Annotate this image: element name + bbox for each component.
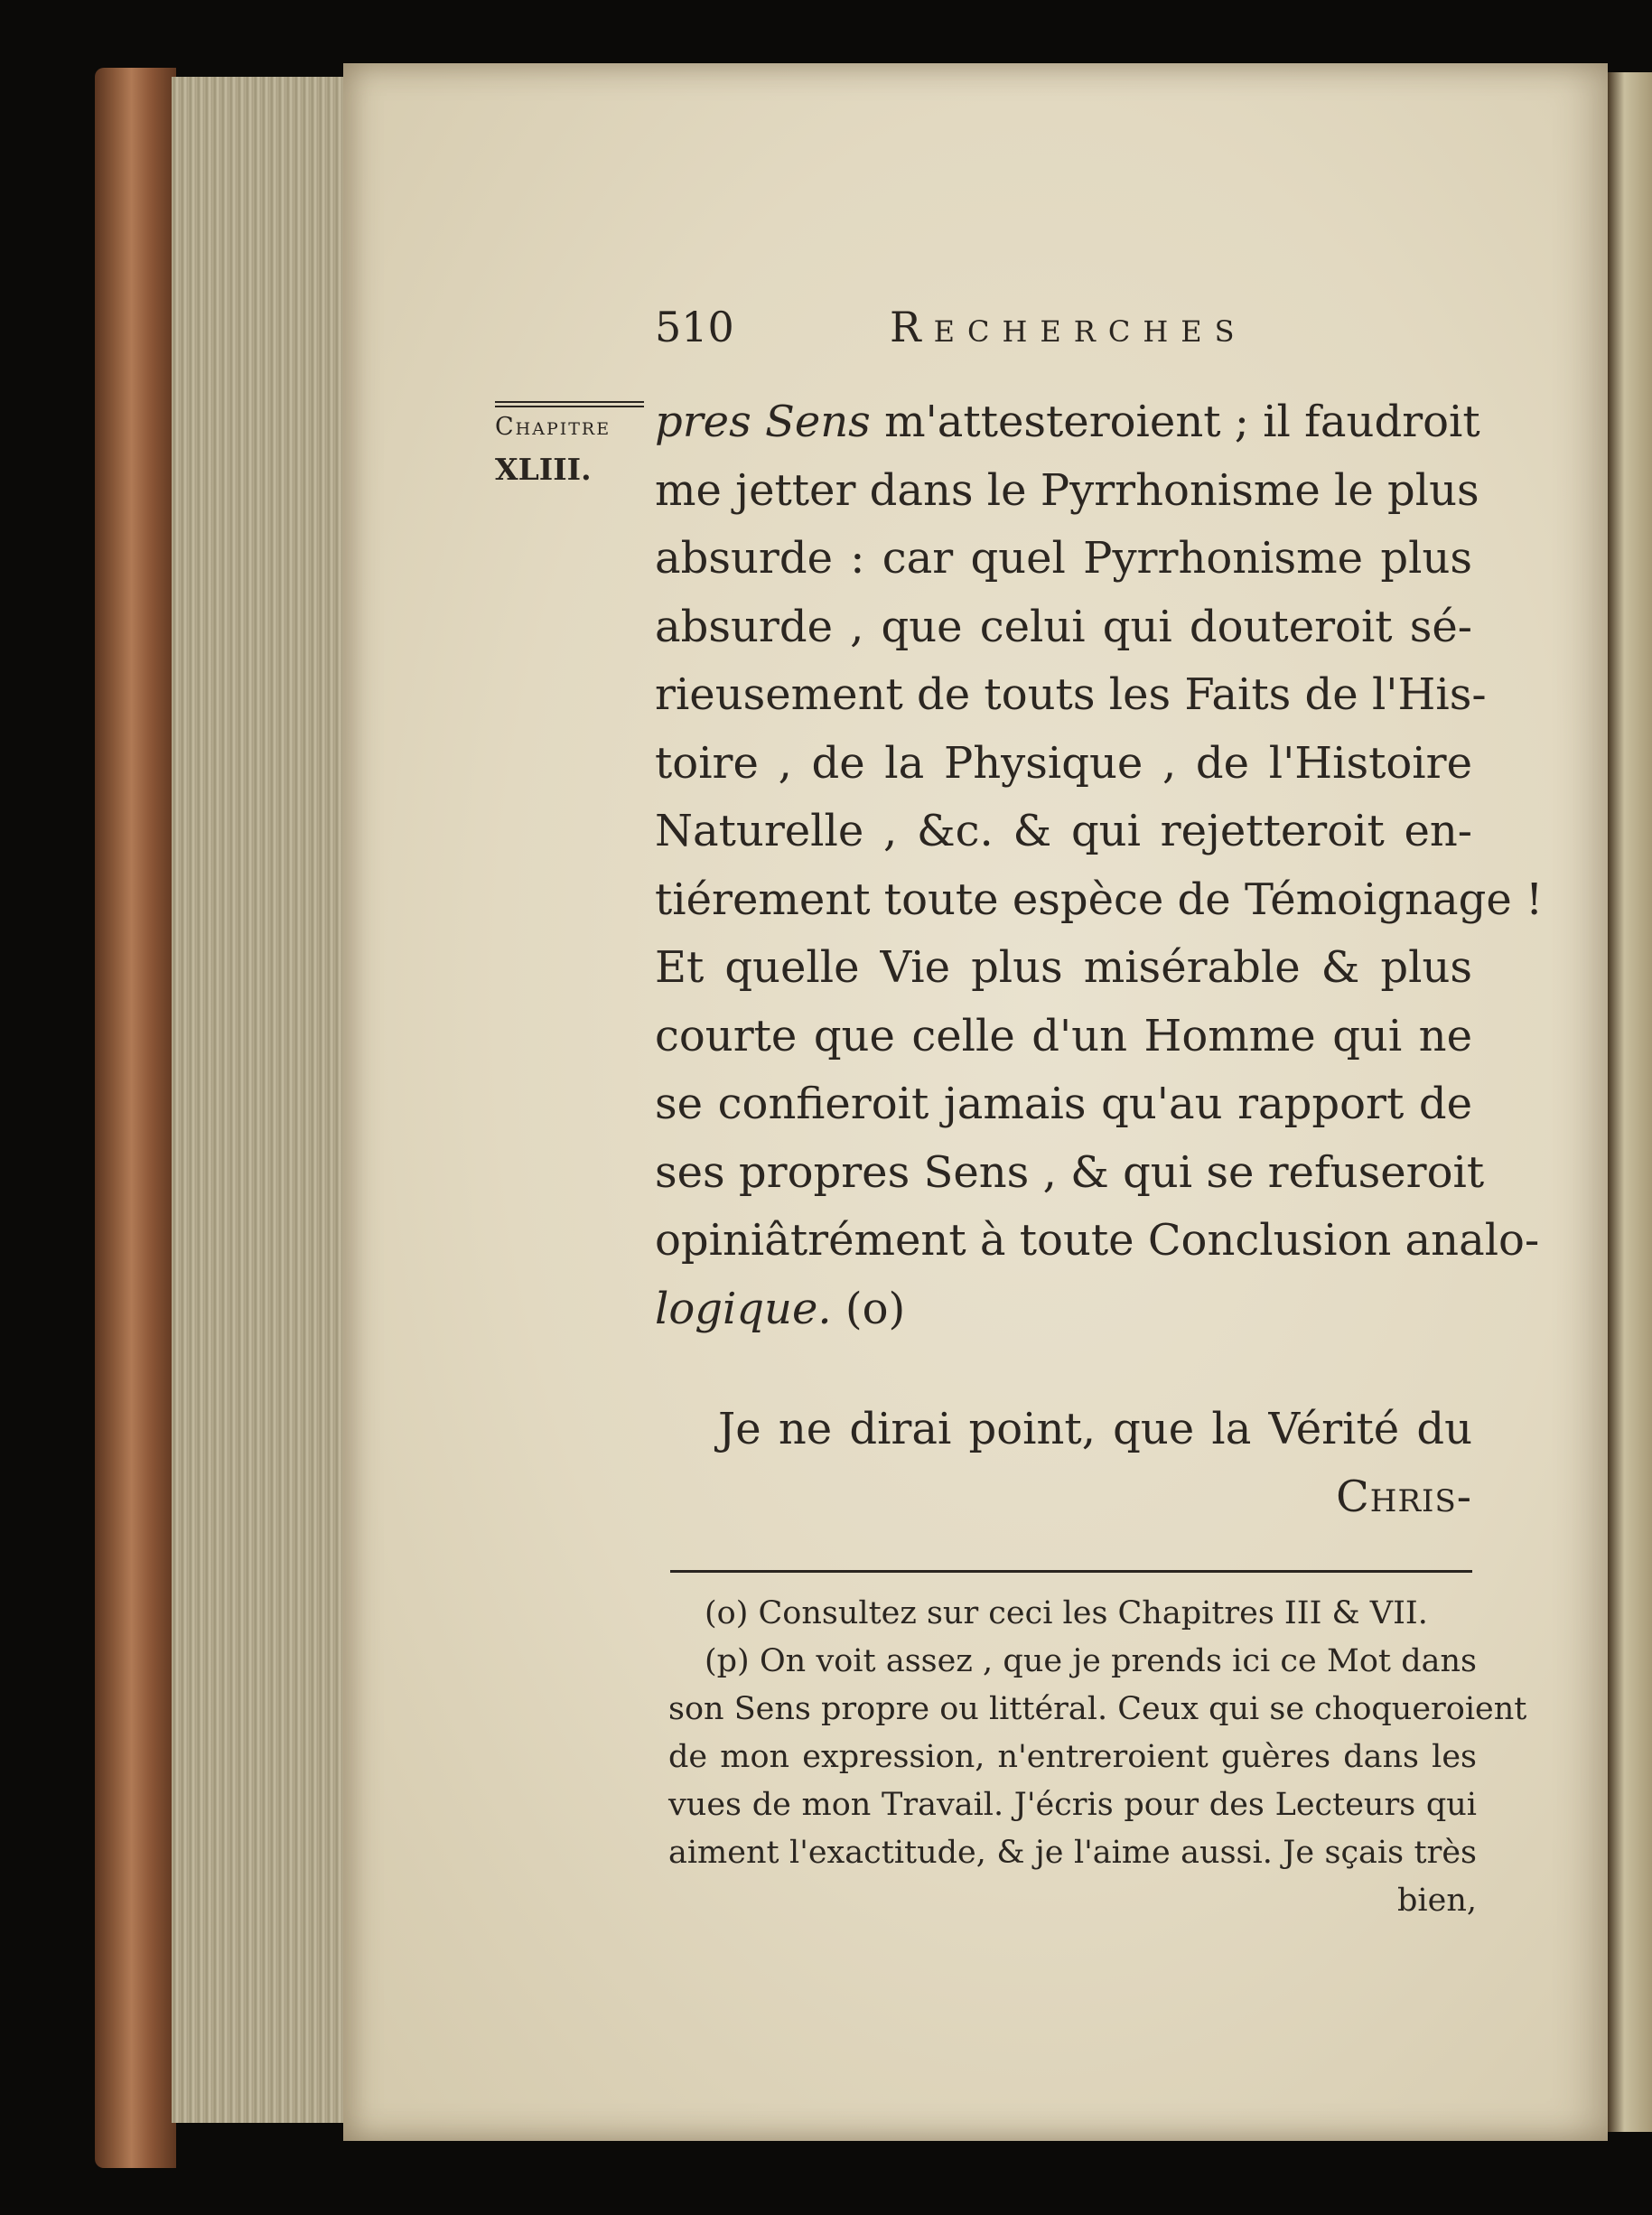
text-line bbox=[655, 593, 1472, 662]
text-line bbox=[655, 661, 1487, 730]
margin-chapter-label: Chapitre bbox=[495, 413, 611, 441]
footnote-p-line: aiment l'exactitude, & je l'aime aussi. Je sçais très bbox=[668, 1835, 1477, 1871]
text-line bbox=[655, 866, 1544, 935]
footnotes bbox=[668, 1590, 1527, 1925]
text-span: toire , de la Physique , de l'Histoire bbox=[655, 737, 1472, 789]
text-line bbox=[655, 1207, 1540, 1276]
text-line bbox=[655, 388, 1480, 457]
text-line bbox=[655, 457, 1479, 526]
text-line bbox=[655, 1003, 1472, 1071]
chapter-margin-note bbox=[495, 397, 647, 487]
running-head: Recherches bbox=[890, 303, 1247, 351]
text-span: (o) bbox=[831, 1283, 906, 1334]
catchword: Chris- bbox=[1336, 1472, 1472, 1522]
text-line bbox=[655, 730, 1472, 799]
text-line bbox=[655, 1070, 1472, 1139]
text-span: se confieroit jamais qu'au rapport de bbox=[655, 1079, 1472, 1129]
text-line bbox=[655, 525, 1472, 593]
text-line bbox=[655, 1276, 1472, 1344]
second-paragraph bbox=[655, 1396, 1472, 1531]
text-span: Naturelle , &c. & qui rejetteroit en- bbox=[655, 806, 1472, 856]
text-span: tiérement toute espèce de Témoignage ! bbox=[655, 874, 1544, 925]
footnote-o: (o) Consultez sur ceci les Chapitres III & VII. bbox=[705, 1595, 1428, 1631]
footnote-p-line: de mon expression, n'entreroient guères dans les bbox=[668, 1739, 1477, 1775]
footnote-catchword: bien, bbox=[1397, 1883, 1477, 1919]
main-text-block bbox=[655, 388, 1544, 1343]
book-cover-edge bbox=[95, 68, 176, 2168]
text-span: me jetter dans le Pyrrhonisme le plus bbox=[655, 464, 1479, 516]
text-line bbox=[655, 1139, 1485, 1208]
italic-span: pres Sens bbox=[655, 397, 871, 447]
text-span: rieusement de touts les Faits de l'His- bbox=[655, 669, 1487, 720]
footnote-rule bbox=[670, 1570, 1472, 1573]
footnote-p-line: vues de mon Travail. J'écris pour des Lecteurs qui bbox=[668, 1787, 1477, 1823]
text-line bbox=[655, 798, 1472, 866]
page-stack-edges bbox=[172, 77, 343, 2123]
text-line: Je ne dirai point, que la Vérité du bbox=[718, 1404, 1472, 1454]
footnote-p-line: (p) On voit assez , que je prends ici ce Mot dans bbox=[705, 1643, 1477, 1679]
page-number: 510 bbox=[655, 303, 734, 351]
text-span: ses propres Sens , & qui se refuseroit bbox=[655, 1146, 1485, 1198]
text-span: absurde : car quel Pyrrhonisme plus bbox=[655, 533, 1472, 584]
footnote-p-line: son Sens propre ou littéral. Ceux qui se choqueroient bbox=[668, 1691, 1527, 1727]
margin-chapter-number: XLIII. bbox=[495, 452, 592, 487]
text-span: opiniâtrément à toute Conclusion analo- bbox=[655, 1215, 1540, 1266]
margin-rule bbox=[495, 401, 644, 403]
page-header bbox=[655, 303, 1278, 357]
italic-span: logique. bbox=[655, 1283, 832, 1334]
text-line bbox=[655, 934, 1472, 1003]
text-span: Et quelle Vie plus misérable & plus bbox=[655, 942, 1472, 993]
text-span: absurde , que celui qui douteroit sé- bbox=[655, 601, 1472, 652]
text-span: m'attesteroient ; il faudroit bbox=[870, 397, 1480, 447]
text-span: courte que celle d'un Homme qui ne bbox=[655, 1010, 1472, 1061]
margin-rule bbox=[495, 406, 644, 407]
facing-page-sliver bbox=[1606, 72, 1652, 2132]
